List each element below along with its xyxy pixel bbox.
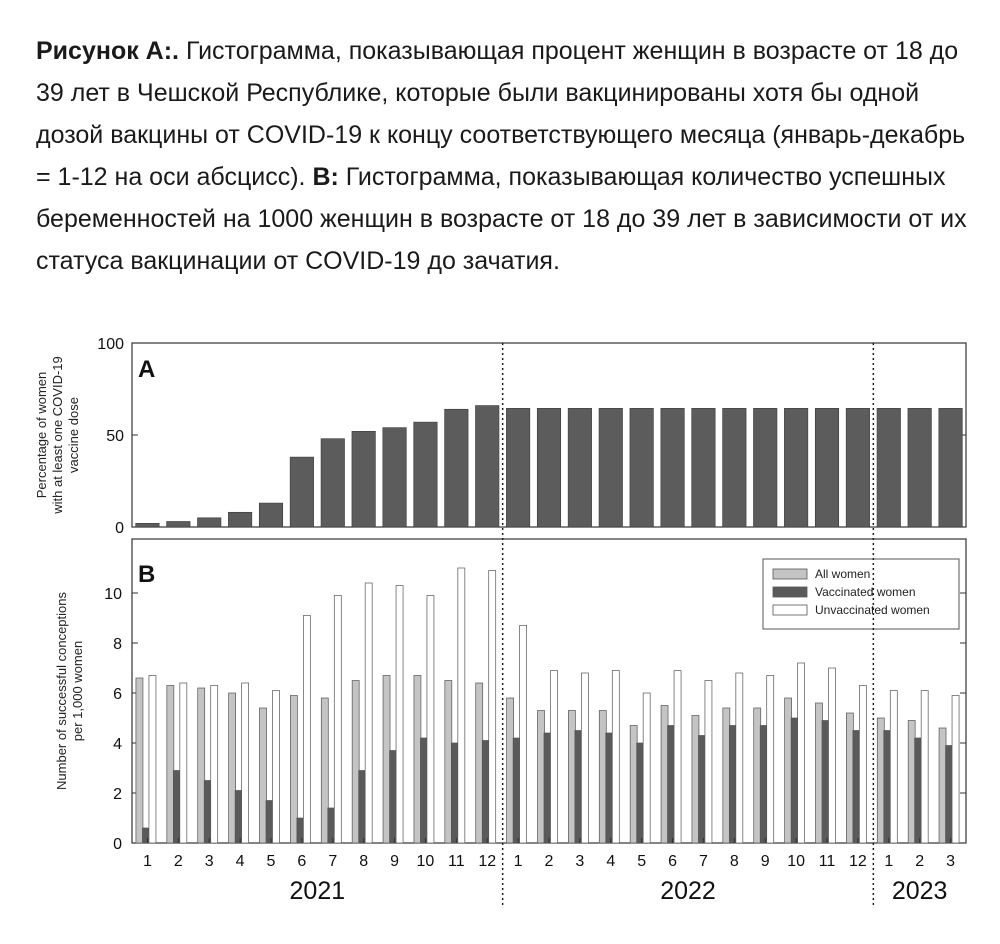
x-tick-label: 1 [142, 853, 152, 870]
panel-b-bar-all-women [538, 711, 545, 844]
panel-a-bar [445, 409, 468, 527]
panel-a-bar [321, 439, 344, 527]
panel-b-bar-all-women [692, 716, 699, 844]
panel-b-bar-all-women [723, 708, 730, 843]
panel-b-bar-unvaccinated [273, 691, 280, 844]
panel-b-bar-all-women [260, 708, 267, 843]
panel-a-bar [753, 408, 776, 527]
panel-b-bar-unvaccinated [921, 691, 928, 844]
panel-b-bar-unvaccinated [365, 583, 372, 843]
panel-b-bar-unvaccinated [643, 693, 650, 843]
panel-b-y-axis-title-line: per 1,000 women [70, 640, 85, 742]
panel-b-y-tick-label: 4 [113, 736, 122, 753]
legend-label: Unvaccinated women [815, 603, 930, 617]
panel-a-bar [815, 408, 838, 527]
panel-b-y-tick-label: 6 [113, 686, 122, 703]
panel-b-bar-all-women [321, 698, 328, 843]
panel-b-bar-vaccinated [853, 731, 860, 844]
panel-a-bar [630, 408, 653, 527]
panel-b-bar-unvaccinated [705, 681, 712, 844]
panel-b-bar-vaccinated [698, 736, 705, 844]
legend-label: Vaccinated women [815, 585, 916, 599]
panel-a-bar [383, 428, 406, 527]
panel-b-bar-vaccinated [173, 771, 180, 844]
panel-b-bar-vaccinated [235, 791, 242, 844]
x-tick-label: 7 [328, 853, 338, 870]
panel-b-bar-vaccinated [142, 828, 149, 843]
panel-b-bar-all-women [352, 681, 359, 844]
year-label: 2022 [660, 877, 716, 905]
legend-label: All women [815, 567, 871, 581]
panel-b-bar-unvaccinated [396, 586, 403, 844]
panel-b-y-tick-label: 10 [104, 586, 122, 603]
panel-b-bar-all-women [290, 696, 297, 844]
panel-a-y-tick-label: 0 [115, 520, 124, 537]
panel-a-bar [228, 512, 251, 527]
panel-a-bar [877, 408, 900, 527]
panel-b-bar-unvaccinated [303, 616, 310, 844]
panel-b-bar-vaccinated [760, 726, 767, 844]
panel-b-bar-all-women [877, 718, 884, 843]
panel-b-bar-unvaccinated [520, 626, 527, 844]
panel-b-bar-vaccinated [482, 741, 489, 844]
panel-a-bar [475, 406, 498, 527]
x-tick-label: 8 [359, 853, 369, 870]
panel-b-bar-all-women [445, 681, 452, 844]
panel-a-bar [136, 523, 159, 527]
panel-a-bar [692, 408, 715, 527]
panel-b-bar-unvaccinated [952, 696, 959, 844]
x-tick-label: 9 [390, 853, 400, 870]
x-tick-label: 4 [606, 853, 616, 870]
panel-a-bar [784, 408, 807, 527]
panel-b-bar-unvaccinated [427, 596, 434, 844]
panel-b-bar-unvaccinated [612, 671, 619, 844]
panel-b-bar-all-women [816, 703, 823, 843]
panel-b-bar-all-women [414, 676, 421, 844]
panel-a-bar [506, 408, 529, 527]
panel-a-y-tick-label: 100 [97, 336, 124, 353]
x-tick-label: 12 [478, 853, 497, 870]
panel-b-bar-unvaccinated [334, 596, 341, 844]
x-tick-label: 11 [818, 853, 836, 870]
panel-a-y-axis-title-line: with at least one COVID-19 [50, 356, 65, 514]
x-tick-label: 6 [668, 853, 678, 870]
panel-b-bar-vaccinated [390, 751, 397, 844]
caption-label-b: B: [312, 163, 339, 191]
x-tick-label: 1 [884, 853, 894, 870]
panel-b-bar-vaccinated [420, 738, 427, 843]
panel-b-bar-all-women [630, 726, 637, 844]
x-tick-label: 4 [235, 853, 245, 870]
panel-b-bar-vaccinated [791, 718, 798, 843]
legend-swatch [773, 605, 807, 615]
x-tick-label: 2 [173, 853, 183, 870]
panel-b-bar-vaccinated [204, 781, 211, 844]
panel-a-bar [197, 518, 220, 527]
panel-b-bar-vaccinated [606, 733, 613, 843]
panel-b-bar-all-women [846, 713, 853, 843]
panel-a-bar [352, 431, 375, 527]
panel-a-y-axis-title-line: Percentage of women [34, 371, 49, 499]
panel-b-bar-all-women [167, 686, 174, 844]
panel-a-letter: A [138, 356, 156, 383]
panel-b-bar-vaccinated [729, 726, 736, 844]
panel-a-bar [290, 457, 313, 527]
panel-b-bar-vaccinated [637, 743, 644, 843]
panel-b-bar-unvaccinated [767, 676, 774, 844]
panel-a-bar [414, 422, 437, 527]
panel-b-bar-unvaccinated [829, 668, 836, 843]
panel-b-bar-unvaccinated [674, 671, 681, 844]
x-tick-label: 3 [946, 853, 956, 870]
caption-label-a: Рисунок А:. [36, 37, 180, 65]
panel-a-bar [537, 408, 560, 527]
legend-swatch [773, 587, 807, 597]
panel-b-bar-unvaccinated [581, 673, 588, 843]
panel-b-bar-all-women [229, 693, 236, 843]
panel-b-letter: B [138, 561, 156, 588]
panel-b-bar-all-women [136, 678, 143, 843]
panel-b-bar-vaccinated [884, 731, 891, 844]
panel-b-bar-vaccinated [544, 733, 551, 843]
x-tick-label: 12 [848, 853, 867, 870]
panel-b-bar-unvaccinated [458, 568, 465, 843]
panel-b-bar-vaccinated [328, 808, 335, 843]
panel-a-y-axis-title-line: vaccine dose [66, 397, 81, 473]
panel-a-bar [723, 408, 746, 527]
panel-b-bar-all-women [476, 683, 483, 843]
x-tick-label: 11 [448, 853, 465, 870]
panel-a-bar [846, 408, 869, 527]
panel-a-bar [259, 503, 282, 527]
x-tick-label: 2 [544, 853, 554, 870]
x-tick-label: 5 [637, 853, 647, 870]
panel-b-bar-all-women [599, 711, 606, 844]
x-tick-label: 2 [915, 853, 925, 870]
x-tick-label: 1 [513, 853, 523, 870]
panel-b-bar-vaccinated [513, 738, 520, 843]
panel-b-bar-vaccinated [822, 721, 829, 844]
panel-a-bar [568, 408, 591, 527]
panel-b-bar-vaccinated [359, 771, 366, 844]
panel-b-bar-unvaccinated [890, 691, 897, 844]
year-label: 2023 [891, 877, 948, 905]
x-tick-label: 9 [760, 853, 770, 870]
x-tick-label: 6 [297, 853, 307, 870]
panel-b-bar-unvaccinated [489, 571, 496, 844]
panel-a-bar [661, 408, 684, 527]
panel-a-y-tick-label: 50 [106, 428, 124, 445]
panel-b-bar-unvaccinated [736, 673, 743, 843]
panel-b-bar-unvaccinated [211, 686, 218, 844]
panel-b-bar-unvaccinated [180, 683, 187, 843]
panel-a-bar [167, 521, 190, 527]
panel-b-bar-all-women [661, 706, 668, 844]
panel-b-bar-unvaccinated [798, 663, 805, 843]
panel-b-bar-vaccinated [915, 738, 922, 843]
panel-a-bar [599, 408, 622, 527]
panel-b-bar-all-women [785, 698, 792, 843]
caption-text-a: Гистограмма, показывающая процент женщин в возрасте от 18 до 39 лет в Чешской Республике, которые были вакцинированы хотя бы одной дозой вакцины от COVID-19 к концу соответствующего месяца (январь-декабрь = 1-12 на оси абсцисс). [36, 37, 966, 191]
panel-b-bar-vaccinated [668, 726, 675, 844]
panel-b-bar-all-women [507, 698, 514, 843]
year-label: 2021 [289, 877, 346, 905]
panel-b-bar-unvaccinated [149, 676, 156, 844]
panel-b-bar-vaccinated [946, 746, 953, 844]
panel-b-bar-all-women [754, 708, 761, 843]
panel-b-bar-vaccinated [575, 731, 582, 844]
x-tick-label: 3 [204, 853, 214, 870]
panel-b-y-axis-title-line: Number of successful conceptions [54, 592, 69, 790]
panel-b-bar-all-women [908, 721, 915, 844]
x-tick-label: 3 [575, 853, 585, 870]
legend-swatch [773, 569, 807, 579]
panel-b-y-tick-label: 0 [113, 836, 122, 853]
panel-b-y-tick-label: 2 [113, 786, 122, 803]
panel-b-bar-unvaccinated [551, 671, 558, 844]
panel-b-bar-all-women [383, 676, 390, 844]
panel-b-bar-unvaccinated [859, 686, 866, 844]
caption-text-b: Гистограмма, показывающая количество успешных беременностей на 1000 женщин в возрасте от 18 до 39 лет в зависимости от их статуса вакцинации от COVID-19 до зачатия. [36, 163, 967, 275]
panel-b-bar-all-women [939, 728, 946, 843]
panel-a-bar [939, 408, 962, 527]
panel-b-y-tick-label: 8 [113, 636, 122, 653]
panel-b-bar-vaccinated [451, 743, 458, 843]
panel-b-bar-vaccinated [297, 818, 304, 843]
x-tick-label: 7 [698, 853, 708, 870]
panel-a-bar [908, 408, 931, 527]
panel-b-bar-unvaccinated [242, 683, 249, 843]
x-tick-label: 10 [416, 853, 435, 870]
x-tick-label: 8 [729, 853, 739, 870]
x-tick-label: 10 [787, 853, 806, 870]
panel-b-bar-all-women [568, 711, 575, 844]
panel-b-bar-vaccinated [266, 801, 273, 844]
panel-b-bar-all-women [198, 688, 205, 843]
x-tick-label: 5 [266, 853, 276, 870]
